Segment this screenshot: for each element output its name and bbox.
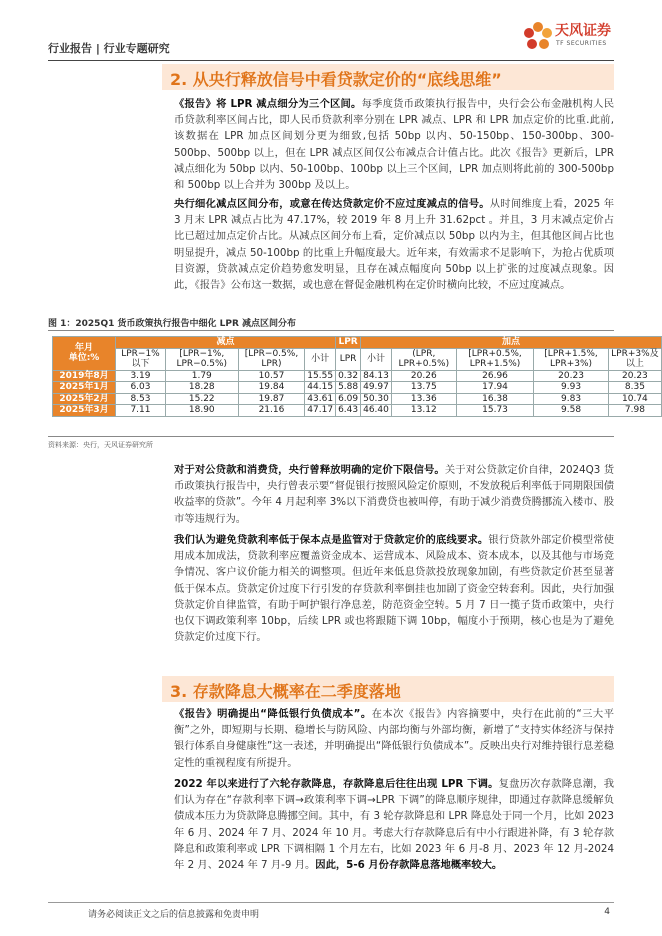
column-header: LPR−1%以下 <box>116 348 166 370</box>
paragraph-conclusion: 因此，5-6 月份存款降息落地概率较大。 <box>315 859 503 872</box>
table-cell: 9.93 <box>534 382 609 394</box>
section-3-title: 3. 存款降息大概率在二季度落地 <box>170 682 401 701</box>
paragraph-lead: 我们认为避免贷款利率低于保本点是监管对于贷款定价的底线要求。 <box>174 534 489 546</box>
table-cell: 15.55 <box>305 370 336 382</box>
column-header: [LPR−0.5%, LPR) <box>238 348 305 370</box>
paragraph-lead: 2022 年以来进行了六轮存款降息，存款降息后往往出现 LPR 下调。 <box>174 778 499 790</box>
section-2-paragraph-3 <box>174 462 614 527</box>
table-cell: 8.35 <box>608 382 661 394</box>
table-cell: 46.40 <box>361 405 392 417</box>
table-cell: 13.36 <box>391 393 456 405</box>
table-cell: 6.03 <box>116 382 166 394</box>
group-header-cut: 减点 <box>116 337 336 349</box>
paragraph-lead: 《报告》将 LPR 减点细分为三个区间。 <box>174 98 362 110</box>
table-cell: 20.23 <box>534 370 609 382</box>
table-cell: 50.30 <box>361 393 392 405</box>
footer-divider <box>48 902 614 903</box>
table-cell: 3.19 <box>116 370 166 382</box>
figure-bottom-rule <box>48 436 614 437</box>
table-cell: 21.16 <box>238 405 305 417</box>
page-number: 4 <box>604 907 610 917</box>
paragraph-body: 每季度货币政策执行报告中，央行会公布金融机构人民币贷款利率区间占比，即人民币贷款利率分别在 LPR 减点、LPR 和 LPR 加点定价的比重.此前,该数据在 LPR 加点区间划分更为细致,包括 50bp 以内、50-150bp、150-300bp、300-500bp、500bp 以上，但在 LPR 减点区间仅公布减点合计值占比。此次《报告》更新后，LPR 减点细化为 50bp 以内、50-100bp、100bp 以上三个区间，LPR 加点则将此前的 300-500bp 和 500bp 以上合并为 300bp 及以上。 <box>174 98 614 192</box>
paragraph-lead: 对于对公贷款和消费贷，央行曾释放明确的定价下限信号。 <box>174 464 445 476</box>
row-label: 2025年1月 <box>53 382 116 394</box>
table-cell: 26.96 <box>456 370 534 382</box>
section-3-paragraph-1 <box>174 706 614 771</box>
table-cell: 15.73 <box>456 405 534 417</box>
logo-text-en: TF SECURITIES <box>556 40 607 47</box>
table-cell: 44.15 <box>305 382 336 394</box>
row-label: 2025年3月 <box>53 405 116 417</box>
table-cell: 19.87 <box>238 393 305 405</box>
section-2-paragraph-4 <box>174 532 614 645</box>
table-cell: 13.75 <box>391 382 456 394</box>
table-cell: 0.32 <box>336 370 361 382</box>
column-header: (LPR, LPR+0.5%) <box>391 348 456 370</box>
section-2-paragraph-2 <box>174 196 614 293</box>
row-label: 2025年2月 <box>53 393 116 405</box>
table-cell: 18.28 <box>165 382 238 394</box>
table-row <box>53 370 662 382</box>
table-cell: 84.13 <box>361 370 392 382</box>
column-header: [LPR+0.5%, LPR+1.5%) <box>456 348 534 370</box>
group-header-lpr: LPR <box>336 337 361 349</box>
column-header: LPR+3%及以上 <box>608 348 661 370</box>
paragraph-body: 银行贷款外部定价模型常使用成本加成法，贷款利率应覆盖资金成本、运营成本、风险成本、资本成本，以及其他与市场竞争情况、客户议价能力相关的调整项。但近年来低息贷款投放现象加剧，有些贷款定价甚至显著低于保本点。贷款定价过度下行引发的存贷款利率倒挂也加剧了资金空转套利。因此，央行加强贷款定价自律监管，有助于呵护银行净息差，防范资金空转。5 月 7 日一揽子货币政策中，央行也仅下调政策利率 10bp，后续 LPR 或也将跟随下调 10bp，幅度小于预期，核心也是为了避免贷款定价过度下行。 <box>174 534 615 644</box>
figure-top-rule <box>48 330 614 331</box>
table-cell: 13.12 <box>391 405 456 417</box>
table-cell: 15.22 <box>165 393 238 405</box>
logo-text-cn: 天风证券 <box>555 23 611 39</box>
table-corner-header: 年月 单位:% <box>53 337 116 371</box>
column-header: LPR <box>336 348 361 370</box>
table-cell: 18.90 <box>165 405 238 417</box>
section-2-title: 2. 从央行释放信号中看贷款定价的“底线思维” <box>170 70 502 89</box>
lpr-distribution-table <box>52 336 662 417</box>
table-cell: 20.23 <box>608 370 661 382</box>
table-cell: 47.17 <box>305 405 336 417</box>
figure-source: 资料来源：央行，天风证券研究所 <box>48 441 153 449</box>
tf-securities-logo-icon <box>518 18 558 56</box>
table-cell: 20.26 <box>391 370 456 382</box>
column-header: [LPR−1%, LPR−0.5%) <box>165 348 238 370</box>
table-cell: 16.38 <box>456 393 534 405</box>
table-cell: 5.88 <box>336 382 361 394</box>
column-header: [LPR+1.5%, LPR+3%) <box>534 348 609 370</box>
section-2-paragraph-1 <box>174 96 614 193</box>
table-cell: 1.79 <box>165 370 238 382</box>
table-cell: 6.09 <box>336 393 361 405</box>
paragraph-lead: 央行细化减点区间分布，或意在传达贷款定价不应过度减点的信号。 <box>174 198 490 210</box>
table-cell: 9.58 <box>534 405 609 417</box>
table-cell: 7.11 <box>116 405 166 417</box>
table-cell: 10.74 <box>608 393 661 405</box>
figure-caption: 图 1：2025Q1 货币政策执行报告中细化 LPR 减点区间分布 <box>48 319 297 329</box>
column-header: 小计 <box>305 348 336 370</box>
table-cell: 19.84 <box>238 382 305 394</box>
paragraph-body: 关于对公贷款定价自律，2024Q3 货币政策执行报告中，央行曾表示要“督促银行按照风险定价原则，不发放税后利率低于同期限国债收益率的贷款”。今年 4 月起利率 3%以下消费贷也被叫停，有助于减少消费贷腾挪流入楼市、股市等违规行为。 <box>174 464 615 525</box>
section-3-paragraph-2 <box>174 776 614 873</box>
table-row <box>53 405 662 417</box>
table-cell: 49.97 <box>361 382 392 394</box>
table-cell: 6.43 <box>336 405 361 417</box>
table-row <box>53 393 662 405</box>
table-row <box>53 382 662 394</box>
table-cell: 17.94 <box>456 382 534 394</box>
group-header-add: 加点 <box>361 337 662 349</box>
paragraph-body: 复盘历次存款降息潮，我们认为存在“存款利率下调→政策利率下调→LPR 下调”的降息顺序规律，即通过存款降息缓解负债成本压力为贷款降息腾挪空间。其中，有 3 轮存款降息和 LPR 降息处于同一个月，比如 2023 年 6 月、2024 年 7 月、2024 年 10 月。考虑大行存款降息后有中小行跟进补降，有 3 轮存款降息和政策利率或 LPR 下调相隔 1 个月左右，比如 2023 年 6 月-8 月、2023 年 12 月-2024 年 2 月、2024 年 7 月-9 月。 <box>174 778 615 872</box>
table-cell: 8.53 <box>116 393 166 405</box>
table-cell: 10.57 <box>238 370 305 382</box>
paragraph-lead: 《报告》明确提出“降低银行负债成本”。 <box>174 708 372 720</box>
table-cell: 7.98 <box>608 405 661 417</box>
row-label: 2019年8月 <box>53 370 116 382</box>
table-cell: 43.61 <box>305 393 336 405</box>
paragraph-body: 从时间维度上看，2025 年 3 月末 LPR 减点占比为 47.17%，较 2019 年 8 月上升 31.62pct 。并且，3 月末减点定价占比已超过加点定价占比。从减点区间分布上看，定价减点以 50bp 以内为主，但其他区间占比也明显提升，减点 50-100bp 的比重上升幅度最大。近年来，有效需求不足影响下，为抢占优质项目资源，贷款减点定价趋势愈发明显，且存在减点幅度向 50bp 以上扩张的过度减点现象。因此，《报告》公布这一数据，或也意在督促金融机构在定价时横向比较，不应过度减点。 <box>174 198 614 292</box>
header-report-type: 行业报告 | 行业专题研究 <box>48 42 170 55</box>
paragraph-body: 在本次《报告》内容摘要中，央行在此前的“三大平衡”之外，即短期与长期、稳增长与防风险、内部均衡与外部均衡，新增了“支持实体经济与保持银行体系自身健康性”这一表述，并明确提出“降低银行负债成本”。反映出央行对维持银行息差稳定性的重视程度有所提升。 <box>174 708 614 769</box>
column-header: 小计 <box>361 348 392 370</box>
footer-disclaimer: 请务必阅读正文之后的信息披露和免责申明 <box>88 910 260 920</box>
header-divider <box>48 60 614 61</box>
table-cell: 9.83 <box>534 393 609 405</box>
